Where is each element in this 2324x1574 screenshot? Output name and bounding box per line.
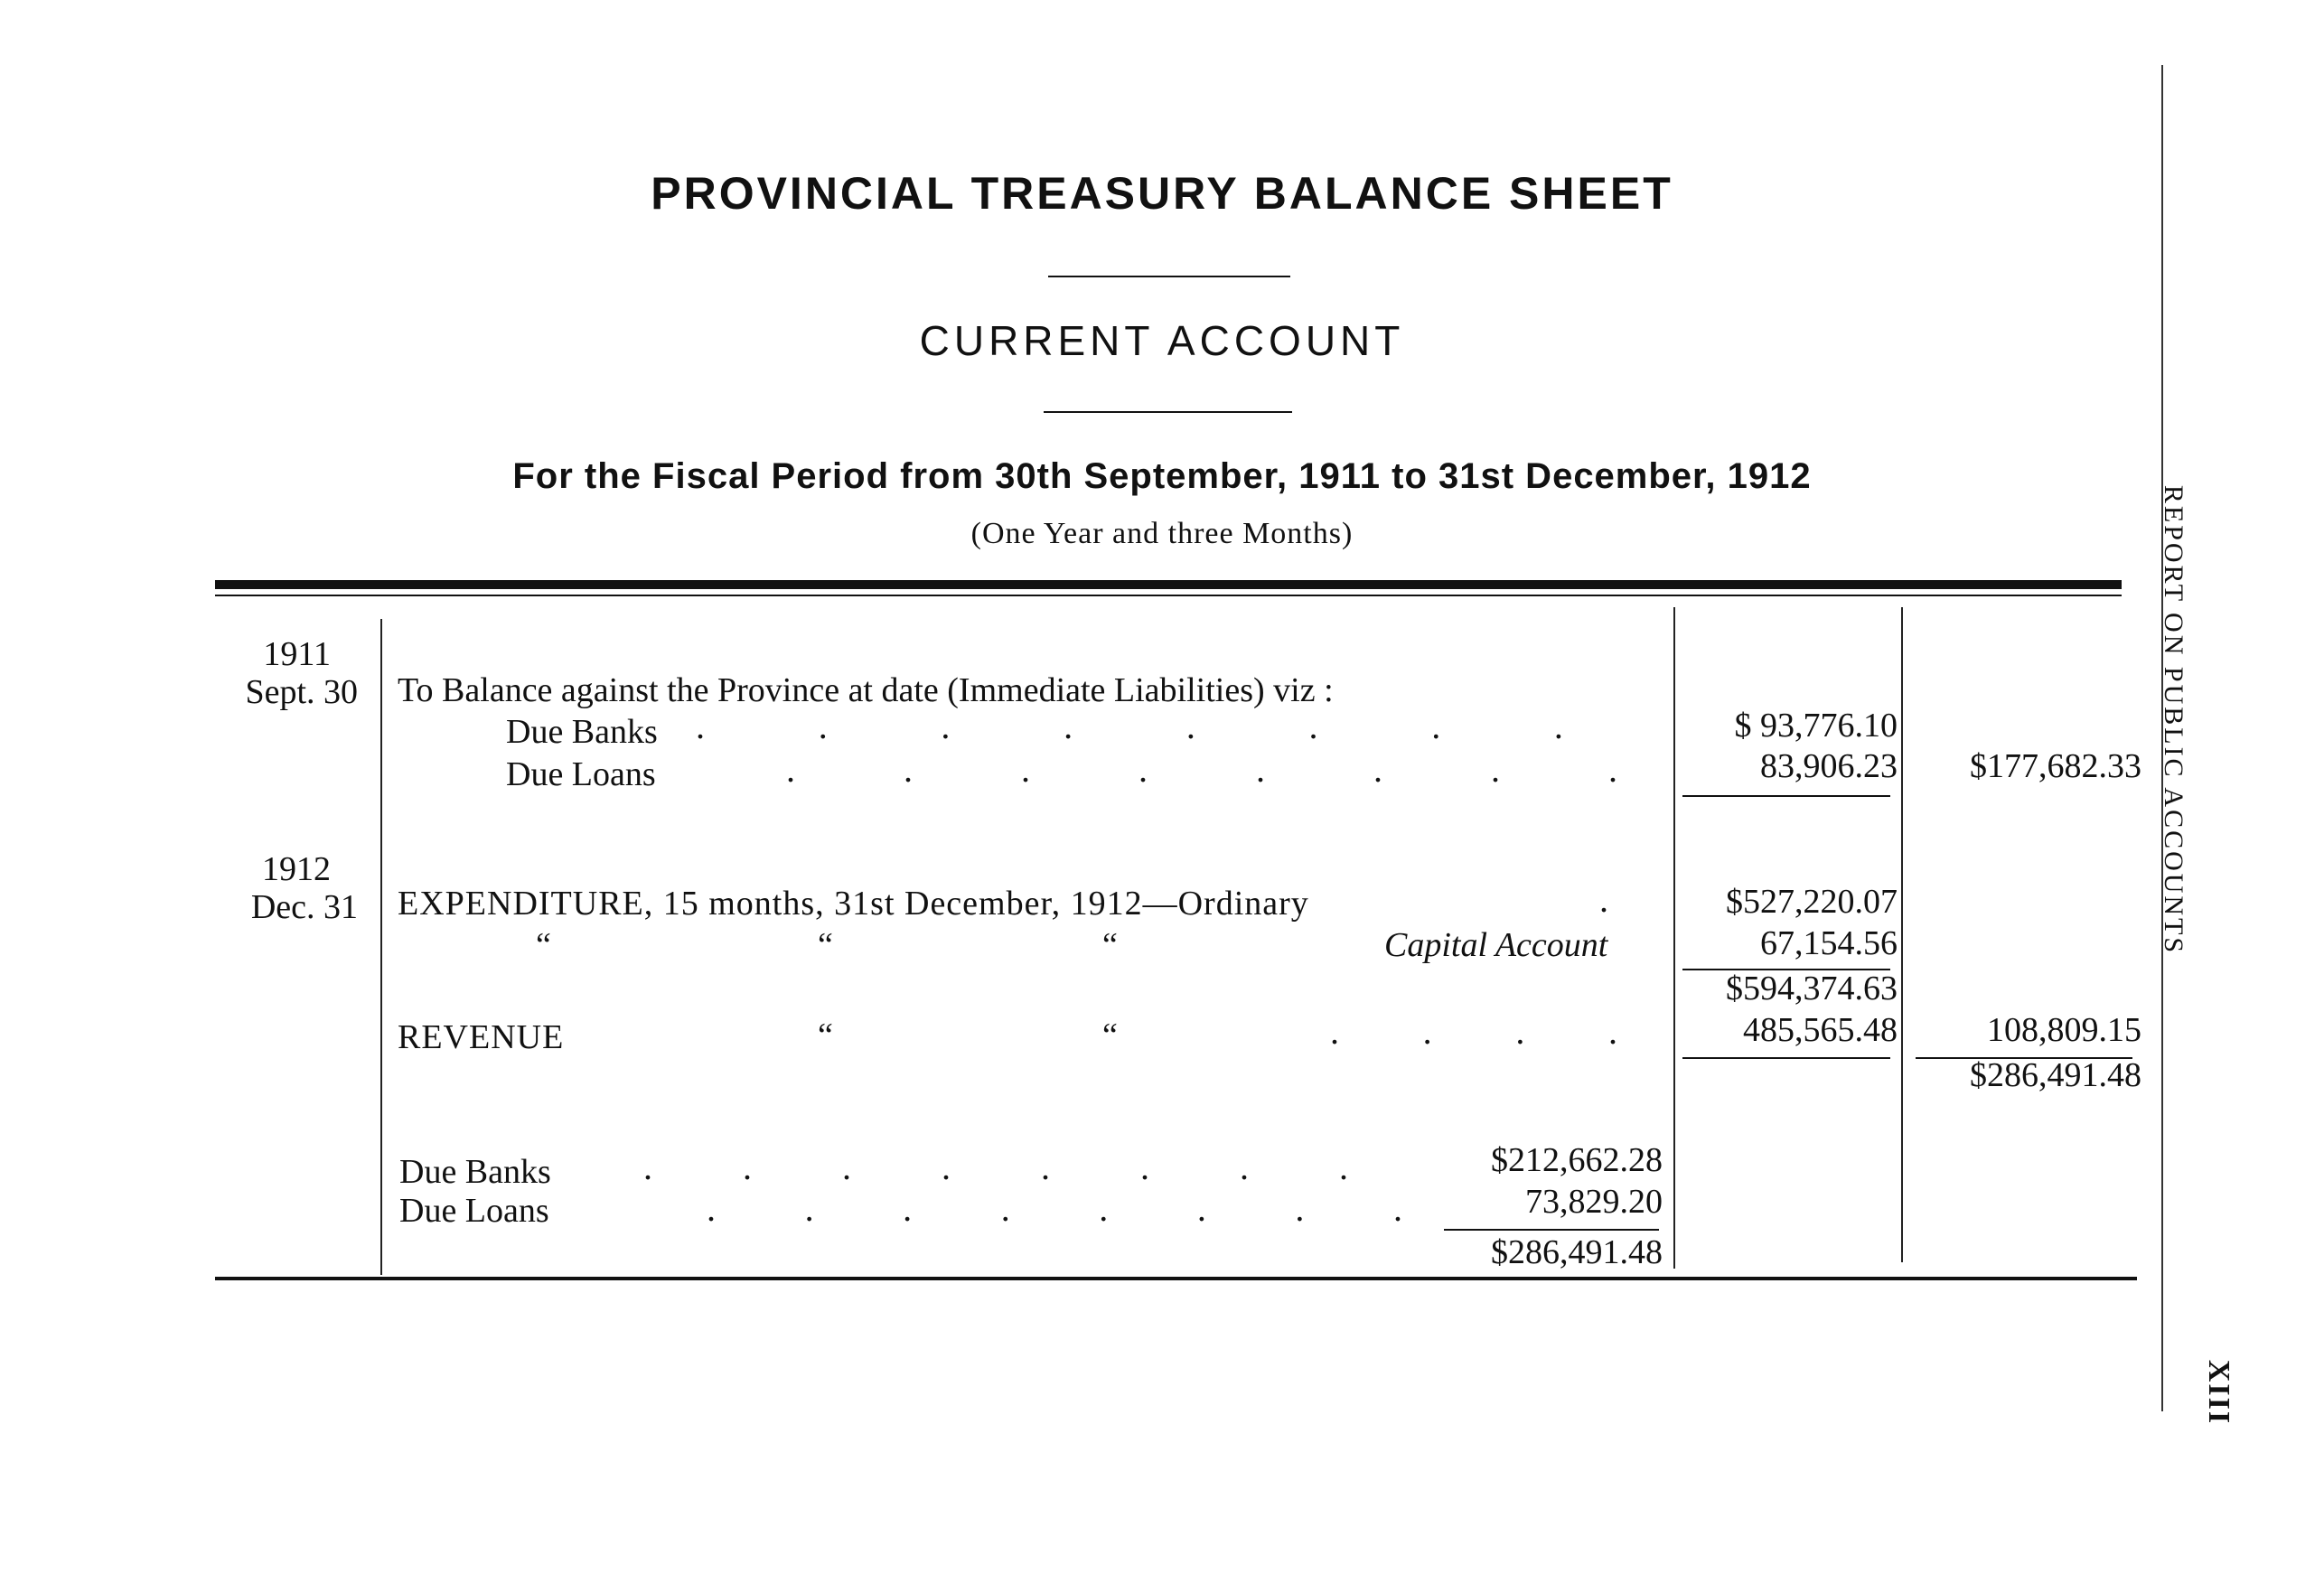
expenditure-label: EXPENDITURE, 15 months, 31st December, 1912—Ordinary [398,885,1309,923]
closing-subtotal-rule [1444,1229,1659,1231]
balance-heading: To Balance against the Province at date (Immediate Liabilities) viz : [398,671,1334,709]
subtitle-divider [1044,411,1292,413]
table-top-thick-rule [215,580,2122,589]
ditto-mark: “ [1102,926,1118,964]
entry-year-1912: 1912 [262,850,331,888]
leader-dot: . [1599,879,1608,920]
date-column-rule [380,619,382,1275]
expenditure-capital-amount: 67,154.56 [1760,924,1898,962]
leader-dots: . . . . . . . . [707,1188,1402,1229]
ditto-mark: “ [1102,1017,1118,1054]
opening-subtotal-rule [1682,795,1890,797]
entry-year-1911: 1911 [263,635,331,673]
running-title: REPORT ON PUBLIC ACCOUNTS [2159,484,2188,956]
ditto-mark: “ [818,1017,833,1054]
table-top-thin-rule [215,595,2122,596]
revenue-subtotal-rule [1682,1057,1890,1059]
due-loans-amount-1911: 83,906.23 [1760,747,1898,785]
entry-date-sept-30: Sept. 30 [245,673,358,711]
expenditure-ordinary-amount: $527,220.07 [1726,883,1898,921]
second-amount-column-rule [1901,607,1903,1262]
leader-dots: . . . . . . . . [643,1147,1348,1187]
leader-dots: . . . . . . . . [696,706,1563,746]
opening-balance-total: $177,682.33 [1970,747,2141,785]
leader-dots: . . . . [1330,1011,1617,1052]
revenue-label: REVENUE [398,1018,565,1056]
revenue-amount: 485,565.48 [1743,1011,1898,1049]
due-banks-label-1912: Due Banks [399,1153,551,1191]
net-deficit-amount: 108,809.15 [1987,1011,2141,1049]
due-banks-amount-1911: $ 93,776.10 [1734,707,1898,745]
due-loans-label-1911: Due Loans [506,755,656,793]
due-banks-label-1911: Due Banks [506,713,658,751]
ditto-mark: “ [536,926,551,964]
fiscal-period-heading: For the Fiscal Period from 30th September, 1911 to 31st December, 1912 [512,456,1812,496]
ditto-mark: “ [818,926,833,964]
closing-total-amount: $286,491.48 [1491,1233,1663,1271]
page-subtitle: CURRENT ACCOUNT [919,317,1405,364]
fiscal-period-note: (One Year and three Months) [970,517,1354,550]
entry-date-dec-31: Dec. 31 [250,888,358,926]
table-bottom-rule [215,1277,2137,1280]
leader-dots: . . . . . . . . [786,749,1617,790]
page-title: PROVINCIAL TREASURY BALANCE SHEET [651,168,1673,219]
due-loans-amount-1912: 73,829.20 [1525,1183,1663,1221]
page-number: XIII [2202,1359,2235,1426]
due-banks-amount-1912: $212,662.28 [1491,1141,1663,1179]
grand-total-amount: $286,491.48 [1970,1056,2141,1094]
due-loans-label-1912: Due Loans [399,1192,549,1230]
capital-account-label: Capital Account [1384,926,1608,964]
expenditure-subtotal-amount: $594,374.63 [1726,970,1898,1007]
title-divider [1048,276,1290,277]
